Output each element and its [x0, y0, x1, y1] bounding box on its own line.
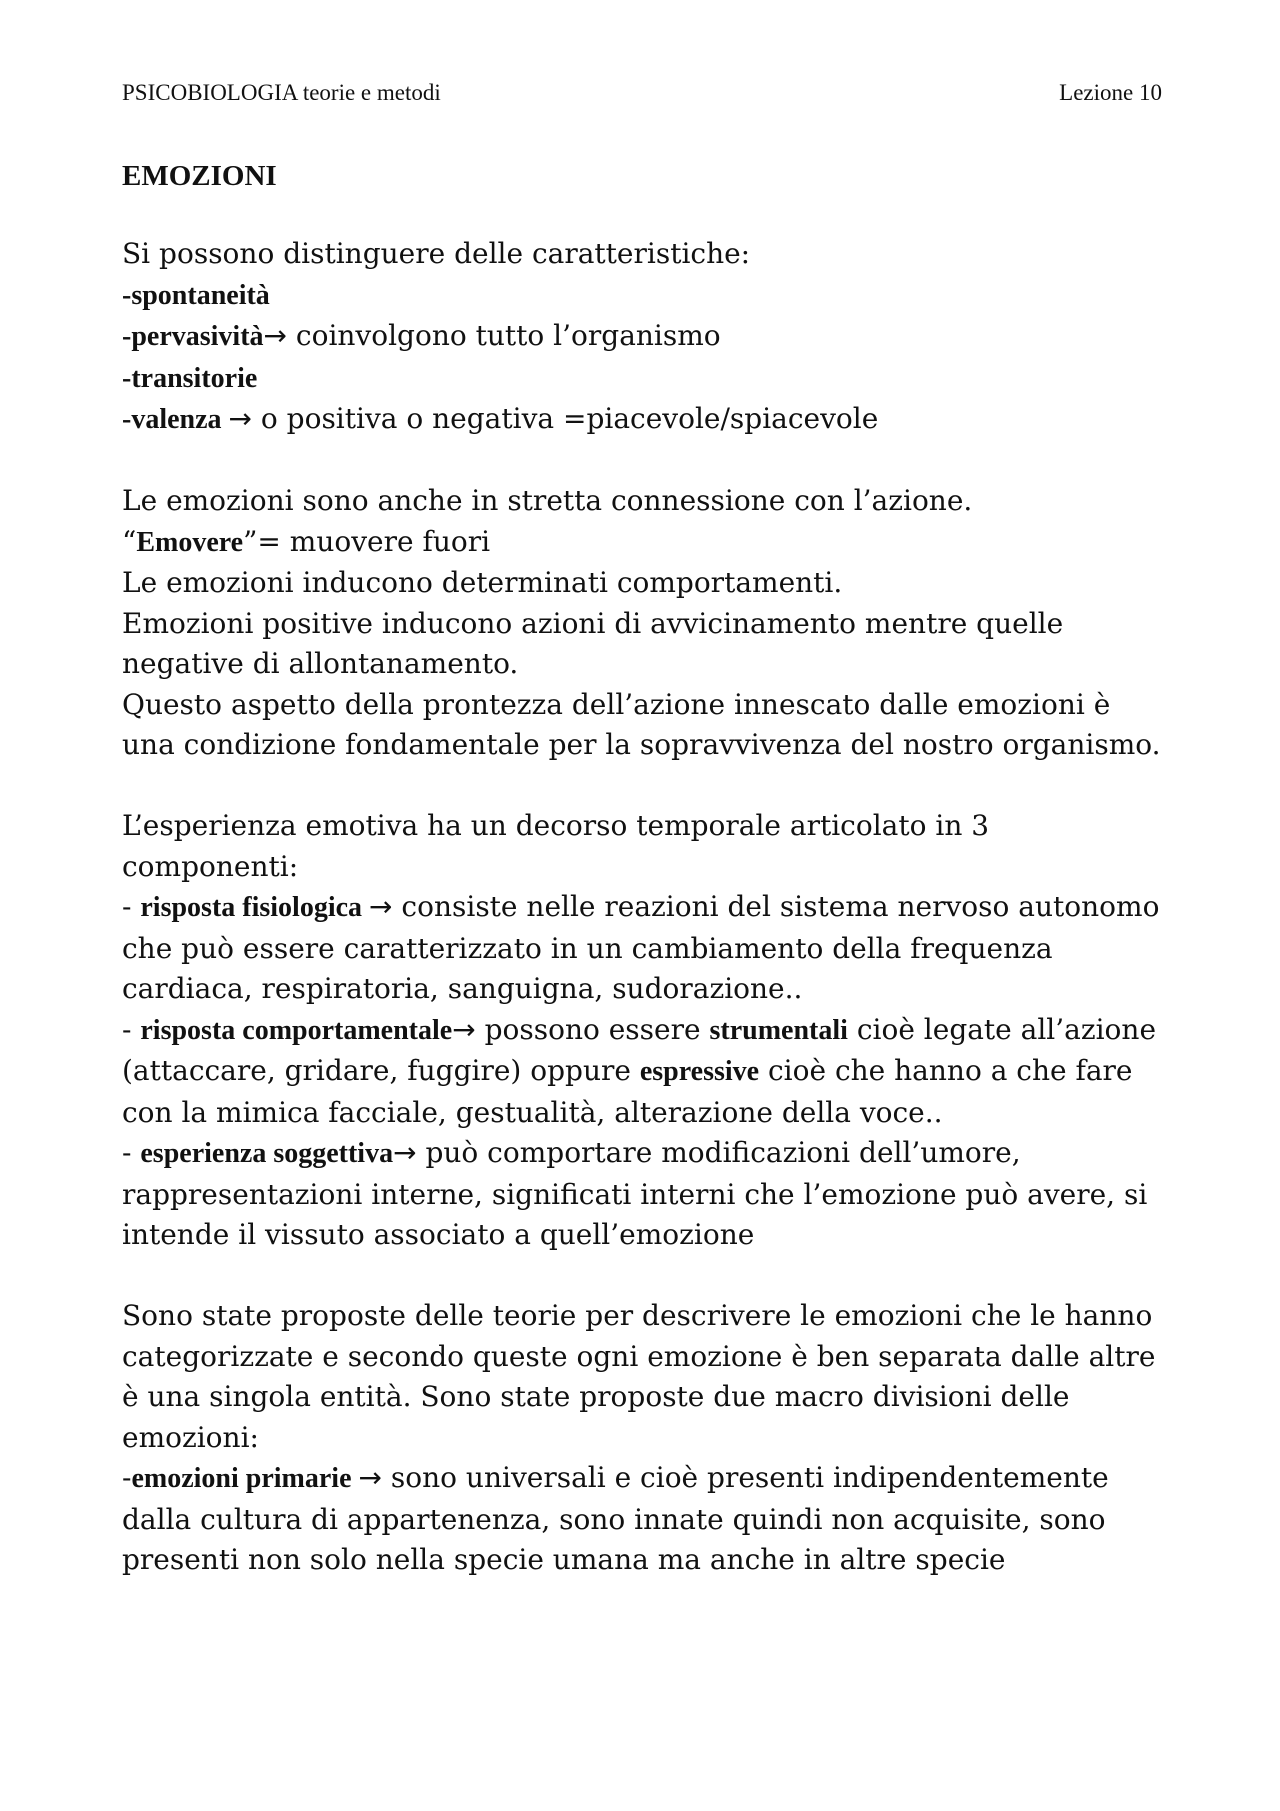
component-text: cioè che hanno a che fare con la mimica facciale, gestualità, alterazione della voce..: [122, 1054, 1133, 1129]
component-text: cioè legate all’azione (attaccare, gridare, fuggire) oppure: [122, 1012, 1157, 1087]
action-line-3: Le emozioni inducono determinati comportamenti.: [122, 566, 843, 599]
component-label: esperienza soggettiva: [140, 1138, 394, 1169]
paragraph-gap: [122, 766, 1162, 807]
feature-text: o positiva o negativa =piacevole/spiacevole: [252, 402, 879, 435]
component-label: risposta fisiologica: [140, 892, 370, 923]
primary-emotions-text: sono universali e cioè presenti indipendentemente dalla cultura di appartenenza, sono innate quindi non acquisite, sono presenti non solo nella specie umana ma anche in altre specie: [122, 1461, 1109, 1576]
component-text: può comportare modificazioni dell’umore, rappresentazioni interne, significati interni che l’emozione può avere, si intende il vissuto associato a quell’emozione: [122, 1136, 1148, 1251]
paragraph-gap: [122, 1256, 1162, 1297]
emovere-term: Emovere: [136, 526, 244, 558]
component-item: [122, 1133, 1162, 1256]
action-line-4: Emozioni positive inducono azioni di avvicinamento mentre quelle negative di allontanamento.: [122, 606, 1064, 680]
action-line-1: Le emozioni sono anche in stretta connessione con l’azione.: [122, 484, 973, 517]
term-espressive: espressive: [639, 1056, 760, 1087]
lesson-number: Lezione 10: [1059, 80, 1162, 105]
feature-item: [122, 316, 1162, 358]
emovere-line: [122, 522, 1162, 564]
arrow-right-icon: →: [228, 402, 252, 435]
list-dash: -: [122, 890, 141, 923]
component-text: possono essere: [475, 1012, 710, 1046]
primary-emotions-item: [122, 1458, 1162, 1581]
list-dash: -: [122, 1461, 132, 1494]
arrow-right-icon: →: [369, 890, 393, 923]
components-intro: L’esperienza emotiva ha un decorso temporale articolato in 3 componenti:: [122, 809, 990, 883]
feature-label: -valenza: [122, 404, 229, 435]
running-header: [122, 78, 1162, 108]
feature-label: -transitorie: [122, 362, 258, 394]
open-quote: “: [122, 524, 137, 558]
primary-emotions-label: emozioni primarie: [131, 1463, 359, 1494]
theories-paragraph: Sono state proposte delle teorie per descrivere le emozioni che le hanno categorizzate e secondo queste ogni emozione è ben separata dalle altre è una singola entità. Sono state proposte due macro divisioni delle emozioni:: [122, 1299, 1156, 1454]
features-intro: Si possono distinguere delle caratteristiche:: [122, 237, 751, 270]
page-title: EMOZIONI: [122, 160, 277, 192]
component-item: [122, 887, 1162, 1010]
term-strumentali: strumentali: [709, 1014, 848, 1046]
arrow-right-icon: →: [452, 1012, 476, 1046]
feature-item: [122, 275, 1162, 317]
arrow-right-icon: →: [358, 1461, 382, 1494]
component-item: [122, 1010, 1162, 1134]
component-text: consiste nelle reazioni del sistema nervoso autonomo che può essere caratterizzato in un cambiamento della frequenza cardiaca, respiratoria, sanguigna, sudorazione..: [122, 890, 1160, 1005]
document-body: [122, 234, 1162, 1581]
feature-item: [122, 358, 1162, 400]
paragraph-gap: [122, 441, 1162, 482]
list-dash: -: [122, 1136, 141, 1169]
arrow-right-icon: →: [263, 319, 287, 352]
feature-label: -pervasività: [122, 321, 264, 352]
feature-text: coinvolgono tutto l’organismo: [287, 319, 721, 352]
feature-label: -spontaneità: [122, 279, 270, 311]
list-dash: -: [122, 1012, 141, 1046]
emovere-definition: ”= muovere fuori: [243, 524, 491, 558]
action-line-5: Questo aspetto della prontezza dell’azione innescato dalle emozioni è una condizione fondamentale per la sopravvivenza del nostro organismo.: [122, 687, 1161, 761]
course-title: PSICOBIOLOGIA teorie e metodi: [122, 80, 441, 105]
arrow-right-icon: →: [393, 1136, 417, 1169]
feature-item: [122, 399, 1162, 441]
component-label: risposta comportamentale: [140, 1014, 453, 1046]
